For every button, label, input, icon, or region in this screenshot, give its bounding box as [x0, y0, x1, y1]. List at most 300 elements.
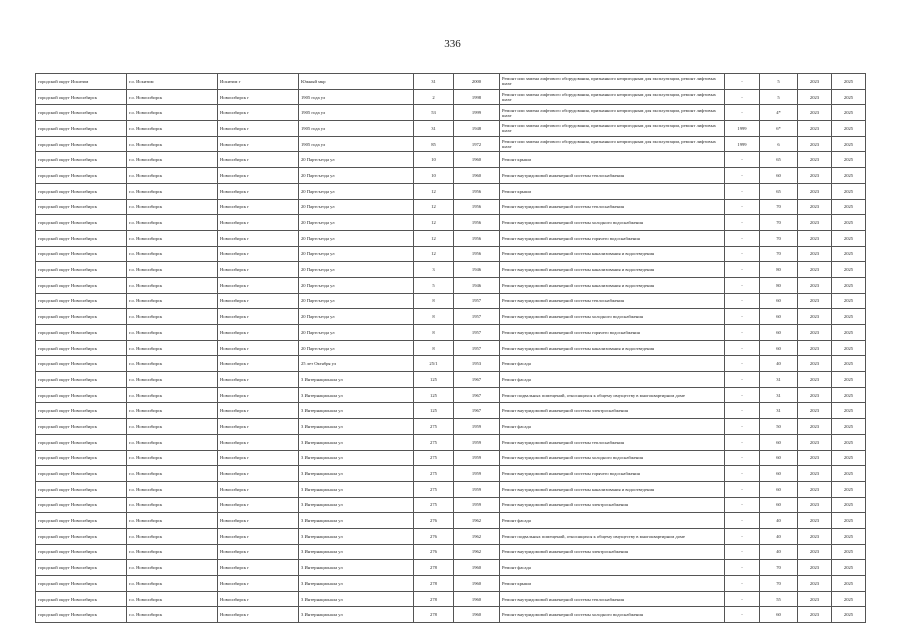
cell-from: 2023 [798, 576, 832, 592]
cell-house: 278 [414, 560, 454, 576]
cell-city: г.о. Новосибирск [127, 356, 218, 372]
cell-city: г.о. Новосибирск [127, 152, 218, 168]
cell-built: 1960 [454, 152, 500, 168]
table-row [36, 262, 866, 278]
cell-district: городской округ Новосибирск [36, 513, 127, 529]
cell-city: г.о. Новосибирск [127, 136, 218, 152]
cell-prev: - [725, 497, 760, 513]
cell-built: 1960 [454, 168, 500, 184]
cell-house: 5 [414, 277, 454, 293]
cell-value: 6 [760, 136, 798, 152]
cell-value: 40 [760, 513, 798, 529]
cell-city: г.о. Новосибирск [127, 607, 218, 623]
table-row [36, 199, 866, 215]
cell-work: Ремонт внутридомовой инженерной системы теплоснабжения [500, 293, 725, 309]
cell-settlement: Новосибирск г [218, 403, 299, 419]
table-row [36, 215, 866, 231]
cell-prev: - [725, 419, 760, 435]
cell-city: г.о. Новосибирск [127, 105, 218, 121]
cell-to: 2025 [832, 434, 866, 450]
cell-settlement: Новосибирск г [218, 340, 299, 356]
cell-settlement: Новосибирск г [218, 89, 299, 105]
cell-to: 2025 [832, 513, 866, 529]
cell-street: 3 Интернационала ул [299, 591, 414, 607]
cell-street: Южный мкр [299, 74, 414, 90]
cell-to: 2025 [832, 105, 866, 121]
cell-house: 275 [414, 450, 454, 466]
cell-district: городской округ Новосибирск [36, 434, 127, 450]
cell-to: 2025 [832, 183, 866, 199]
cell-work: Ремонт или замена лифтового оборудования, признанного непригодным для эксплуатации, ремонт лифтовых шахт [500, 74, 725, 90]
table-row [36, 277, 866, 293]
cell-work: Ремонт фасада [500, 356, 725, 372]
table-row [36, 183, 866, 199]
cell-house: 12 [414, 215, 454, 231]
cell-street: 20 Партсъезда ул [299, 262, 414, 278]
cell-from: 2023 [798, 246, 832, 262]
cell-to: 2025 [832, 246, 866, 262]
cell-district: городской округ Новосибирск [36, 419, 127, 435]
cell-street: 3 Интернационала ул [299, 403, 414, 419]
cell-value: 55 [760, 591, 798, 607]
cell-to: 2025 [832, 481, 866, 497]
cell-value: 60 [760, 340, 798, 356]
cell-work: Ремонт или замена лифтового оборудования, признанного непригодным для эксплуатации, ремонт лифтовых шахт [500, 105, 725, 121]
cell-to: 2025 [832, 168, 866, 184]
cell-city: г.о. Новосибирск [127, 387, 218, 403]
cell-work: Ремонт внутридомовой инженерной системы холодного водоснабжения [500, 607, 725, 623]
cell-house: 12 [414, 199, 454, 215]
cell-built: 1960 [454, 576, 500, 592]
cell-district: городской округ Новосибирск [36, 246, 127, 262]
cell-to: 2025 [832, 325, 866, 341]
cell-built: 1959 [454, 497, 500, 513]
cell-from: 2023 [798, 481, 832, 497]
cell-house: 85 [414, 136, 454, 152]
cell-value: 60 [760, 168, 798, 184]
cell-from: 2023 [798, 450, 832, 466]
cell-prev: - [725, 544, 760, 560]
cell-settlement: Новосибирск г [218, 262, 299, 278]
cell-value: 31 [760, 372, 798, 388]
cell-district: городской округ Новосибирск [36, 230, 127, 246]
cell-city: г.о. Новосибирск [127, 183, 218, 199]
cell-value: 70 [760, 215, 798, 231]
cell-house: 8 [414, 325, 454, 341]
cell-from: 2023 [798, 466, 832, 482]
cell-district: городской округ Новосибирск [36, 277, 127, 293]
cell-street: 3 Интернационала ул [299, 497, 414, 513]
cell-to: 2025 [832, 74, 866, 90]
cell-work: Ремонт крыши [500, 576, 725, 592]
cell-prev: - [725, 528, 760, 544]
table-row [36, 152, 866, 168]
table-row [36, 230, 866, 246]
cell-city: г.о. Новосибирск [127, 544, 218, 560]
cell-built: 1946 [454, 262, 500, 278]
cell-house: 12 [414, 230, 454, 246]
cell-street: 20 Партсъезда ул [299, 246, 414, 262]
cell-from: 2023 [798, 105, 832, 121]
cell-city: г.о. Новосибирск [127, 246, 218, 262]
cell-to: 2025 [832, 277, 866, 293]
cell-house: 10 [414, 152, 454, 168]
cell-value: 60 [760, 325, 798, 341]
cell-city: г.о. Новосибирск [127, 528, 218, 544]
cell-to: 2025 [832, 199, 866, 215]
cell-house: 276 [414, 544, 454, 560]
cell-value: 70 [760, 560, 798, 576]
cell-settlement: Новосибирск г [218, 387, 299, 403]
table-row [36, 325, 866, 341]
cell-prev: - [725, 152, 760, 168]
cell-from: 2023 [798, 136, 832, 152]
cell-to: 2025 [832, 293, 866, 309]
cell-street: 3 Интернационала ул [299, 607, 414, 623]
cell-prev: - [725, 356, 760, 372]
cell-prev: - [725, 591, 760, 607]
cell-work: Ремонт внутридомовой инженерной системы горячего водоснабжения [500, 466, 725, 482]
cell-city: г.о. Новосибирск [127, 576, 218, 592]
cell-from: 2023 [798, 293, 832, 309]
cell-prev: - [725, 403, 760, 419]
cell-to: 2025 [832, 528, 866, 544]
cell-to: 2025 [832, 576, 866, 592]
cell-built: 1967 [454, 372, 500, 388]
cell-district: городской округ Новосибирск [36, 387, 127, 403]
cell-work: Ремонт внутридомовой инженерной системы теплоснабжения [500, 434, 725, 450]
cell-built: 1956 [454, 215, 500, 231]
cell-work: Ремонт внутридомовой инженерной системы теплоснабжения [500, 168, 725, 184]
cell-district: городской округ Новосибирск [36, 481, 127, 497]
cell-street: 1905 года ул [299, 89, 414, 105]
cell-value: 65 [760, 152, 798, 168]
cell-to: 2025 [832, 419, 866, 435]
cell-work: Ремонт внутридомовой инженерной системы электроснабжения [500, 544, 725, 560]
cell-house: 25/1 [414, 356, 454, 372]
cell-built: 1948 [454, 121, 500, 137]
cell-district: городской округ Новосибирск [36, 560, 127, 576]
table-row [36, 607, 866, 623]
cell-work: Ремонт или замена лифтового оборудования, признанного непригодным для эксплуатации, ремонт лифтовых шахт [500, 121, 725, 137]
cell-street: 3 Интернационала ул [299, 466, 414, 482]
cell-value: 60 [760, 497, 798, 513]
cell-city: г.о. Новосибирск [127, 262, 218, 278]
cell-city: г.о. Новосибирск [127, 560, 218, 576]
cell-prev: - [725, 607, 760, 623]
table-row [36, 121, 866, 137]
cell-street: 20 Партсъезда ул [299, 277, 414, 293]
page-number: 336 [444, 38, 461, 50]
cell-city: г.о. Искитим [127, 74, 218, 90]
cell-work: Ремонт внутридомовой инженерной системы канализования и водоотведения [500, 246, 725, 262]
cell-house: 8 [414, 309, 454, 325]
cell-house: 278 [414, 607, 454, 623]
cell-work: Ремонт внутридомовой инженерной системы холодного водоснабжения [500, 309, 725, 325]
cell-district: городской округ Новосибирск [36, 262, 127, 278]
cell-from: 2023 [798, 121, 832, 137]
cell-street: 3 Интернационала ул [299, 560, 414, 576]
table-row [36, 89, 866, 105]
cell-value: 70 [760, 199, 798, 215]
cell-house: 12 [414, 183, 454, 199]
cell-built: 1957 [454, 340, 500, 356]
cell-from: 2023 [798, 403, 832, 419]
cell-settlement: Новосибирск г [218, 309, 299, 325]
cell-settlement: Новосибирск г [218, 372, 299, 388]
cell-built: 1960 [454, 560, 500, 576]
cell-street: 20 Партсъезда ул [299, 183, 414, 199]
cell-district: городской округ Новосибирск [36, 183, 127, 199]
cell-city: г.о. Новосибирск [127, 513, 218, 529]
cell-from: 2023 [798, 372, 832, 388]
cell-value: 5 [760, 89, 798, 105]
cell-to: 2025 [832, 387, 866, 403]
cell-built: 1959 [454, 434, 500, 450]
cell-street: 3 Интернационала ул [299, 528, 414, 544]
cell-house: 276 [414, 513, 454, 529]
cell-work: Ремонт крыши [500, 152, 725, 168]
cell-from: 2023 [798, 434, 832, 450]
cell-house: 31 [414, 74, 454, 90]
cell-district: городской округ Новосибирск [36, 466, 127, 482]
cell-district: городской округ Новосибирск [36, 89, 127, 105]
cell-house: 31 [414, 121, 454, 137]
cell-built: 1960 [454, 607, 500, 623]
cell-prev: - [725, 466, 760, 482]
cell-district: городской округ Новосибирск [36, 199, 127, 215]
cell-prev: - [725, 325, 760, 341]
cell-built: 1956 [454, 183, 500, 199]
cell-to: 2025 [832, 89, 866, 105]
cell-value: 60 [760, 293, 798, 309]
cell-work: Ремонт внутридомовой инженерной системы горячего водоснабжения [500, 230, 725, 246]
cell-city: г.о. Новосибирск [127, 372, 218, 388]
cell-work: Ремонт внутридомовой инженерной системы канализования и водоотведения [500, 262, 725, 278]
cell-house: 10 [414, 168, 454, 184]
cell-district: городской округ Новосибирск [36, 215, 127, 231]
cell-city: г.о. Новосибирск [127, 277, 218, 293]
cell-settlement: Новосибирск г [218, 152, 299, 168]
cell-work: Ремонт или замена лифтового оборудования, признанного непригодным для эксплуатации, ремонт лифтовых шахт [500, 89, 725, 105]
cell-district: городской округ Новосибирск [36, 450, 127, 466]
cell-settlement: Новосибирск г [218, 576, 299, 592]
cell-district: городской округ Новосибирск [36, 340, 127, 356]
cell-work: Ремонт внутридомовой инженерной системы канализования и водоотведения [500, 277, 725, 293]
table-row [36, 434, 866, 450]
cell-built: 1972 [454, 136, 500, 152]
cell-street: 1905 года ул [299, 136, 414, 152]
cell-from: 2023 [798, 74, 832, 90]
table-row [36, 513, 866, 529]
cell-value: 40 [760, 544, 798, 560]
table-row [36, 340, 866, 356]
cell-settlement: Искитим г [218, 74, 299, 90]
table-row [36, 293, 866, 309]
cell-settlement: Новосибирск г [218, 434, 299, 450]
cell-built: 1962 [454, 513, 500, 529]
cell-work: Ремонт внутридомовой инженерной системы электроснабжения [500, 497, 725, 513]
cell-settlement: Новосибирск г [218, 230, 299, 246]
cell-district: городской округ Новосибирск [36, 168, 127, 184]
cell-to: 2025 [832, 356, 866, 372]
cell-prev: - [725, 277, 760, 293]
cell-street: 3 Интернационала ул [299, 481, 414, 497]
cell-from: 2023 [798, 607, 832, 623]
cell-work: Ремонт фасада [500, 372, 725, 388]
cell-prev: 1999 [725, 121, 760, 137]
cell-from: 2023 [798, 89, 832, 105]
cell-city: г.о. Новосибирск [127, 340, 218, 356]
cell-work: Ремонт подвальных помещений, относящихся к общему имуществу в многоквартирном доме [500, 528, 725, 544]
cell-settlement: Новосибирск г [218, 215, 299, 231]
cell-to: 2025 [832, 372, 866, 388]
cell-settlement: Новосибирск г [218, 168, 299, 184]
cell-value: 80 [760, 277, 798, 293]
cell-house: 278 [414, 576, 454, 592]
cell-city: г.о. Новосибирск [127, 293, 218, 309]
cell-to: 2025 [832, 544, 866, 560]
cell-prev: - [725, 293, 760, 309]
cell-prev: - [725, 230, 760, 246]
cell-work: Ремонт фасада [500, 560, 725, 576]
cell-district: городской округ Искитим [36, 74, 127, 90]
cell-built: 1957 [454, 309, 500, 325]
cell-street: 20 Партсъезда ул [299, 293, 414, 309]
cell-built: 1957 [454, 293, 500, 309]
cell-prev: - [725, 74, 760, 90]
cell-settlement: Новосибирск г [218, 277, 299, 293]
cell-settlement: Новосибирск г [218, 325, 299, 341]
cell-work: Ремонт фасада [500, 419, 725, 435]
cell-prev: - [725, 434, 760, 450]
cell-prev: - [725, 560, 760, 576]
cell-prev: - [725, 576, 760, 592]
cell-work: Ремонт внутридомовой инженерной системы горячего водоснабжения [500, 325, 725, 341]
cell-settlement: Новосибирск г [218, 544, 299, 560]
cell-settlement: Новосибирск г [218, 607, 299, 623]
cell-settlement: Новосибирск г [218, 293, 299, 309]
table-row [36, 309, 866, 325]
cell-district: городской округ Новосибирск [36, 309, 127, 325]
cell-built: 1959 [454, 450, 500, 466]
cell-street: 3 Интернационала ул [299, 434, 414, 450]
cell-city: г.о. Новосибирск [127, 199, 218, 215]
cell-prev: - [725, 105, 760, 121]
cell-house: 275 [414, 466, 454, 482]
cell-to: 2025 [832, 607, 866, 623]
cell-settlement: Новосибирск г [218, 183, 299, 199]
cell-from: 2023 [798, 340, 832, 356]
cell-value: 60 [760, 466, 798, 482]
cell-street: 20 Партсъезда ул [299, 325, 414, 341]
cell-street: 3 Интернационала ул [299, 576, 414, 592]
table-row [36, 544, 866, 560]
cell-value: 5 [760, 74, 798, 90]
cell-settlement: Новосибирск г [218, 528, 299, 544]
cell-value: 60 [760, 309, 798, 325]
cell-city: г.о. Новосибирск [127, 121, 218, 137]
cell-prev: - [725, 246, 760, 262]
cell-work: Ремонт крыши [500, 183, 725, 199]
cell-work: Ремонт внутридомовой инженерной системы электроснабжения [500, 403, 725, 419]
cell-value: 60 [760, 434, 798, 450]
cell-to: 2025 [832, 403, 866, 419]
cell-to: 2025 [832, 121, 866, 137]
cell-street: 3 Интернационала ул [299, 387, 414, 403]
cell-from: 2023 [798, 513, 832, 529]
cell-street: 3 Интернационала ул [299, 544, 414, 560]
cell-from: 2023 [798, 168, 832, 184]
cell-district: городской округ Новосибирск [36, 403, 127, 419]
cell-value: 50 [760, 419, 798, 435]
cell-work: Ремонт фасада [500, 513, 725, 529]
cell-built: 1998 [454, 89, 500, 105]
cell-value: 70 [760, 576, 798, 592]
cell-built: 1956 [454, 230, 500, 246]
cell-settlement: Новосибирск г [218, 481, 299, 497]
table-row [36, 481, 866, 497]
cell-to: 2025 [832, 136, 866, 152]
cell-from: 2023 [798, 262, 832, 278]
cell-work: Ремонт внутридомовой инженерной системы холодного водоснабжения [500, 450, 725, 466]
cell-house: 275 [414, 434, 454, 450]
table-row [36, 528, 866, 544]
cell-city: г.о. Новосибирск [127, 89, 218, 105]
cell-to: 2025 [832, 215, 866, 231]
cell-value: 31 [760, 387, 798, 403]
cell-district: городской округ Новосибирск [36, 105, 127, 121]
cell-from: 2023 [798, 560, 832, 576]
cell-city: г.о. Новосибирск [127, 450, 218, 466]
cell-city: г.о. Новосибирск [127, 434, 218, 450]
cell-built: 1946 [454, 277, 500, 293]
table-row [36, 246, 866, 262]
cell-district: городской округ Новосибирск [36, 544, 127, 560]
cell-city: г.о. Новосибирск [127, 481, 218, 497]
table-row [36, 403, 866, 419]
cell-settlement: Новосибирск г [218, 246, 299, 262]
cell-house: 275 [414, 481, 454, 497]
cell-built: 2000 [454, 74, 500, 90]
cell-prev: - [725, 183, 760, 199]
cell-work: Ремонт или замена лифтового оборудования, признанного непригодным для эксплуатации, ремонт лифтовых шахт [500, 136, 725, 152]
table-row [36, 136, 866, 152]
cell-work: Ремонт внутридомовой инженерной системы канализования и водоотведения [500, 340, 725, 356]
cell-street: 20 Партсъезда ул [299, 168, 414, 184]
cell-value: 70 [760, 246, 798, 262]
cell-work: Ремонт подвальных помещений, относящихся к общему имуществу в многоквартирном доме [500, 387, 725, 403]
cell-city: г.о. Новосибирск [127, 215, 218, 231]
cell-built: 1956 [454, 199, 500, 215]
cell-value: 60 [760, 607, 798, 623]
cell-from: 2023 [798, 277, 832, 293]
cell-house: 2 [414, 89, 454, 105]
table-row [36, 466, 866, 482]
table-row [36, 105, 866, 121]
cell-from: 2023 [798, 356, 832, 372]
cell-value: 60 [760, 481, 798, 497]
cell-settlement: Новосибирск г [218, 450, 299, 466]
cell-built: 1960 [454, 591, 500, 607]
table-row [36, 356, 866, 372]
cell-to: 2025 [832, 591, 866, 607]
cell-work: Ремонт внутридомовой инженерной системы теплоснабжения [500, 591, 725, 607]
cell-to: 2025 [832, 560, 866, 576]
cell-from: 2023 [798, 152, 832, 168]
cell-built: 1957 [454, 325, 500, 341]
cell-to: 2025 [832, 230, 866, 246]
